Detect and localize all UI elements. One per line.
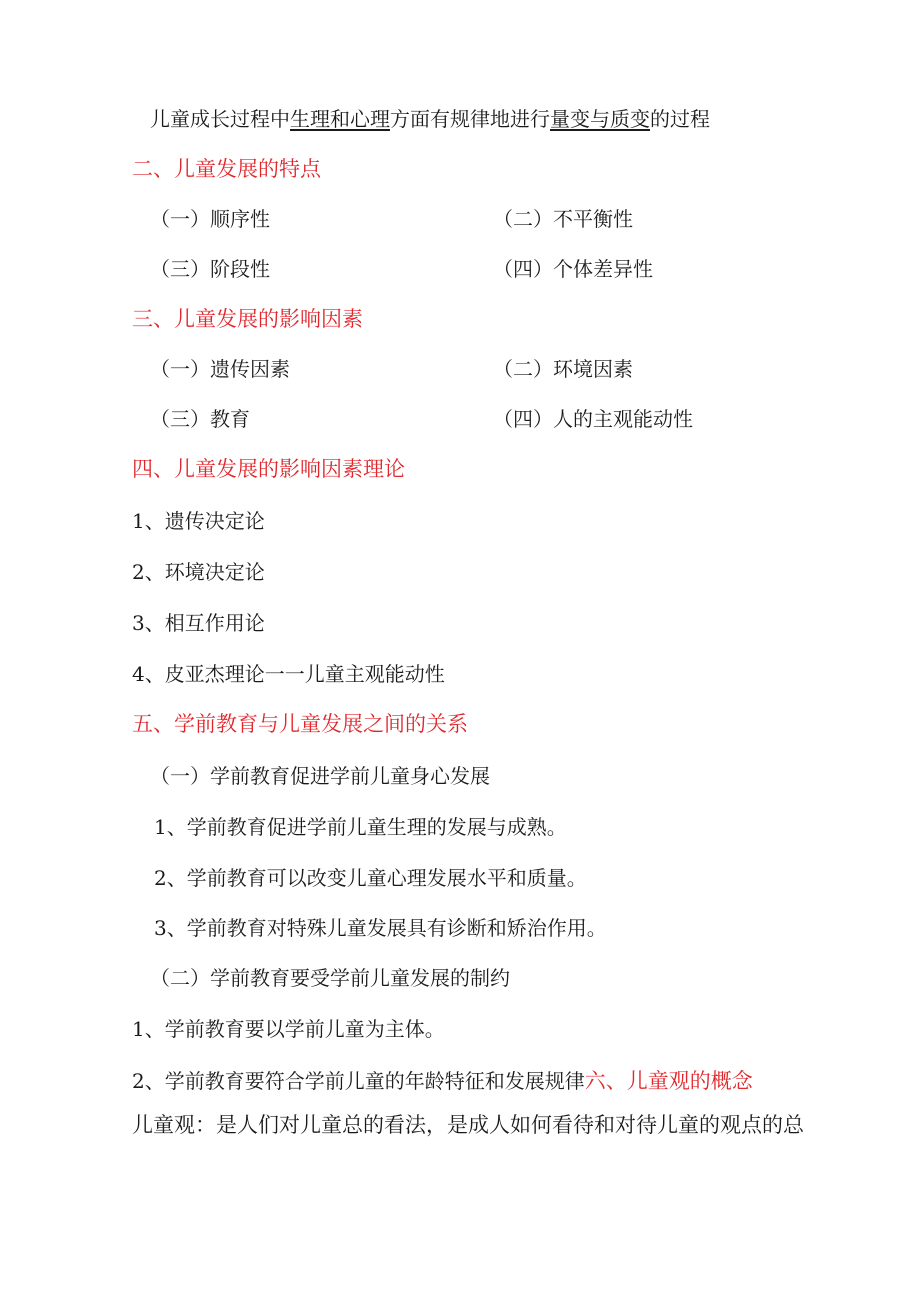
list-item: 2、学前教育要符合学前儿童的年龄特征和发展规律 <box>132 1069 585 1093</box>
list-item: 1、学前教育促进学前儿童生理的发展与成熟。 <box>154 815 567 839</box>
list-item: 4、皮亚杰理论一一儿童主观能动性 <box>132 662 445 686</box>
item-row <box>150 206 633 232</box>
list-item: （三）教育 <box>150 407 250 431</box>
subheading: （二）学前教育要受学前儿童发展的制约 <box>150 966 510 990</box>
list-item: （三）阶段性 <box>150 257 270 281</box>
section-heading-relationship: 五、学前教育与儿童发展之间的关系 <box>132 712 468 736</box>
list-item-with-heading <box>132 1068 753 1094</box>
item-row <box>150 406 693 432</box>
list-item: 1、遗传决定论 <box>132 509 265 533</box>
subheading: （一）学前教育促进学前儿童身心发展 <box>150 764 490 788</box>
section-heading-child-view: 六、儿童观的概念 <box>584 1069 753 1093</box>
list-item: 2、环境决定论 <box>132 560 265 584</box>
list-item: （一）遗传因素 <box>150 357 290 381</box>
list-item: 3、相互作用论 <box>132 611 265 635</box>
section-heading-characteristics: 二、儿童发展的特点 <box>132 157 321 181</box>
definition-text: 儿童观：是人们对儿童总的看法，是成人如何看待和对待儿童的观点的总 <box>132 1113 804 1137</box>
section-heading-theories: 四、儿童发展的影响因素理论 <box>132 457 405 481</box>
list-item: （二）环境因素 <box>493 357 633 381</box>
item-row <box>150 256 653 282</box>
list-item: 2、学前教育可以改变儿童心理发展水平和质量。 <box>154 866 587 890</box>
list-item: （二）不平衡性 <box>493 207 633 231</box>
item-row <box>150 356 633 382</box>
intro-line <box>150 106 710 132</box>
intro-text-3: 的过程 <box>650 107 710 131</box>
intro-text-2: 方面有规律地进行 <box>390 107 550 131</box>
list-item: （四）人的主观能动性 <box>493 407 693 431</box>
list-item: （一）顺序性 <box>150 207 270 231</box>
list-item: （四）个体差异性 <box>493 257 653 281</box>
list-item: 1、学前教育要以学前儿童为主体。 <box>132 1017 445 1041</box>
intro-text-1: 儿童成长过程中 <box>150 107 290 131</box>
list-item: 3、学前教育对特殊儿童发展具有诊断和矫治作用。 <box>154 916 607 940</box>
intro-underlined-2: 量变与质变 <box>550 107 650 131</box>
intro-underlined-1: 生理和心理 <box>290 107 390 131</box>
section-heading-factors: 三、儿童发展的影响因素 <box>132 307 363 331</box>
